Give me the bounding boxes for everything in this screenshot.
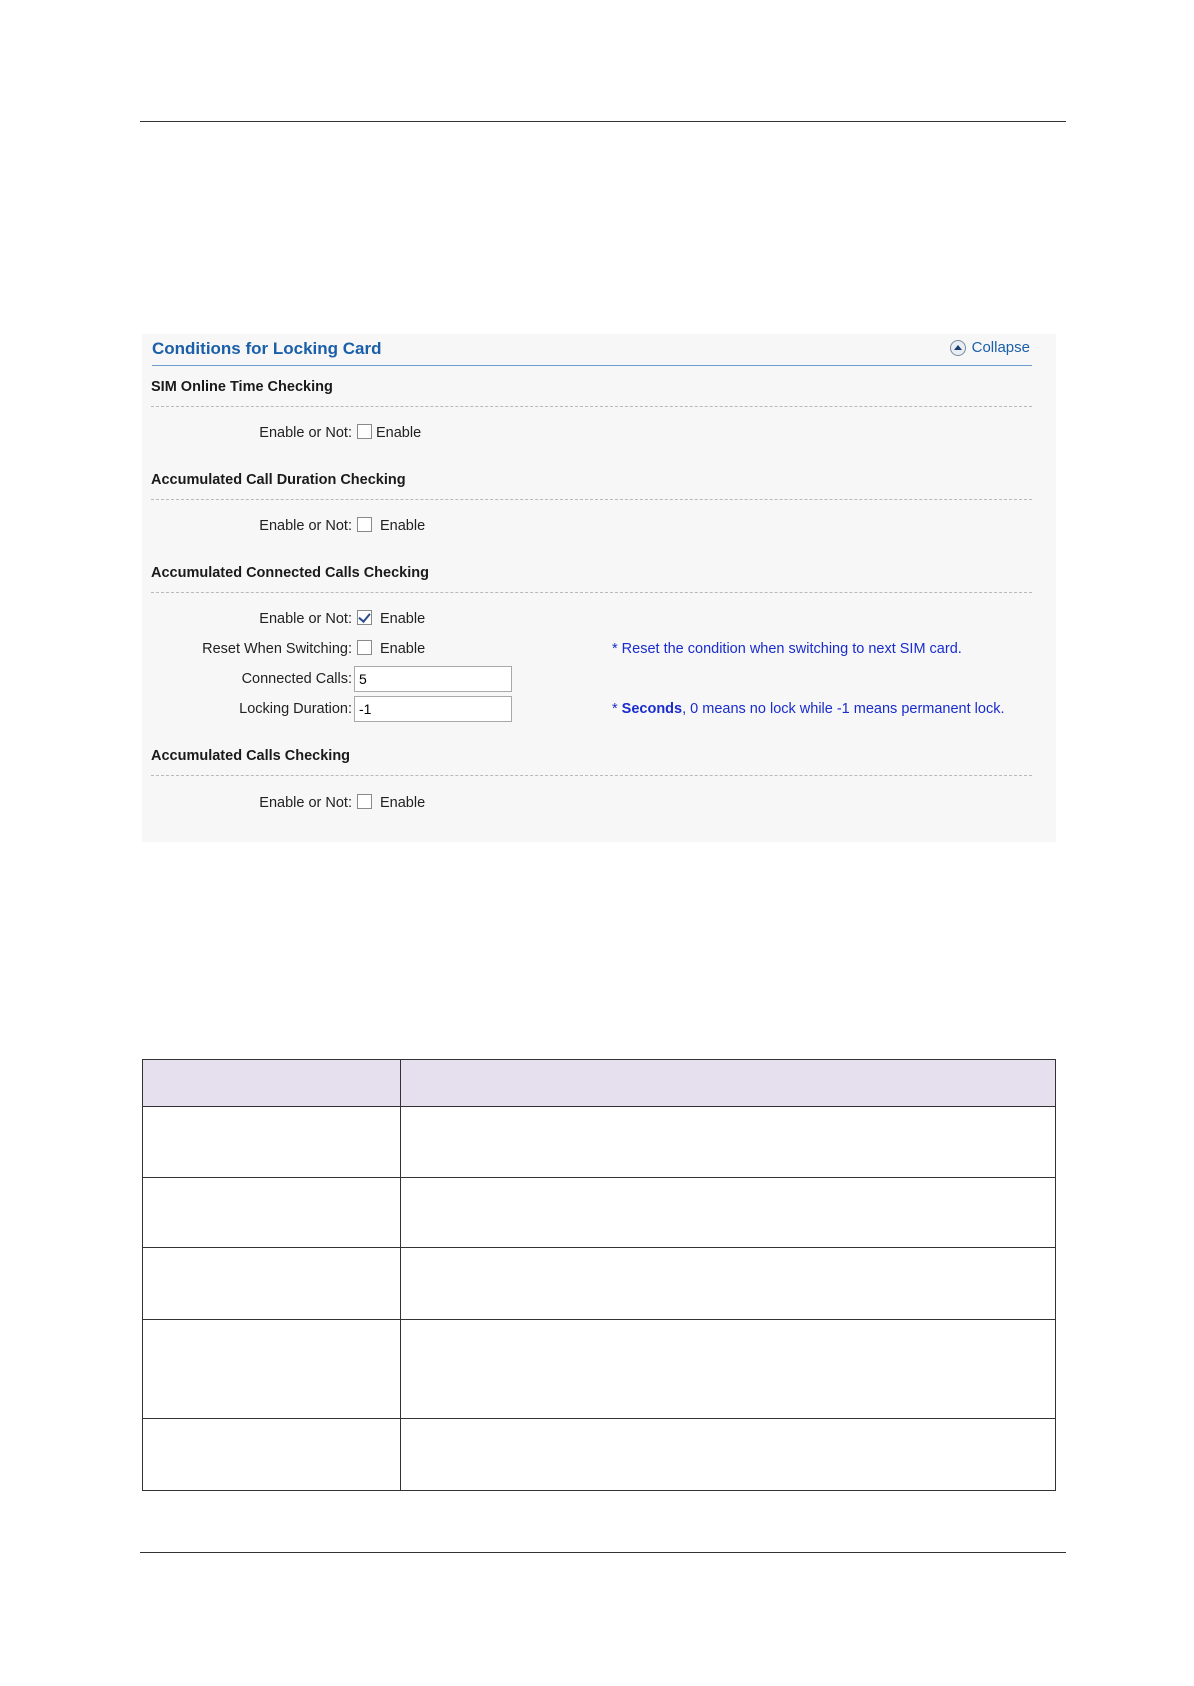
section-title: Accumulated Calls Checking: [151, 748, 351, 764]
section-divider: [151, 499, 1032, 500]
row-enable-call-duration: [142, 515, 1056, 539]
section-title: Accumulated Connected Calls Checking: [151, 565, 429, 581]
section-title: SIM Online Time Checking: [151, 379, 333, 395]
row-enable-accumulated-calls: [142, 792, 1056, 816]
section-divider: [151, 775, 1032, 776]
title-divider: [152, 365, 1032, 366]
section-title: Accumulated Call Duration Checking: [151, 472, 406, 488]
enable-checkbox[interactable]: [357, 610, 372, 625]
section-divider: [151, 592, 1032, 593]
field-label: Enable or Not:: [259, 611, 352, 627]
table-cell: [143, 1419, 401, 1491]
checkbox-label[interactable]: Enable: [380, 611, 426, 627]
table-row: [143, 1178, 1056, 1248]
row-enable-connected-calls: [142, 608, 1056, 632]
row-locking-duration: [142, 698, 1056, 722]
checkbox-label[interactable]: Enable: [380, 518, 426, 534]
collapse-label: Collapse: [971, 339, 1030, 356]
table-cell: [143, 1178, 401, 1248]
table-cell: [401, 1107, 1056, 1178]
field-label: Enable or Not:: [259, 425, 352, 441]
row-connected-calls: [142, 668, 1056, 692]
enable-checkbox[interactable]: [357, 517, 372, 532]
checkbox-label[interactable]: Enable: [380, 641, 426, 657]
table-cell: [143, 1320, 401, 1419]
table-cell: [143, 1248, 401, 1320]
checkbox-label[interactable]: Enable: [380, 795, 426, 811]
field-label: Reset When Switching:: [202, 641, 352, 657]
reset-checkbox[interactable]: [357, 640, 372, 655]
duration-note-prefix: *: [612, 701, 622, 717]
row-reset-when-switching: [142, 638, 1056, 662]
table-row: [143, 1419, 1056, 1491]
parameter-description-table: [142, 1059, 1056, 1491]
table-cell: [401, 1248, 1056, 1320]
table-row: [143, 1107, 1056, 1178]
enable-checkbox[interactable]: [357, 424, 372, 439]
table-header-row: [143, 1060, 1056, 1107]
page-header-rule: [140, 121, 1066, 122]
table-cell: [143, 1107, 401, 1178]
field-label: Enable or Not:: [259, 795, 352, 811]
page-footer-rule: [140, 1552, 1066, 1553]
table-cell: [401, 1320, 1056, 1419]
locking-conditions-panel: [142, 334, 1056, 842]
collapse-icon: [950, 340, 966, 356]
panel-title: Conditions for Locking Card: [152, 339, 382, 358]
connected-calls-input[interactable]: [354, 666, 512, 692]
enable-checkbox[interactable]: [357, 794, 372, 809]
duration-note-text: , 0 means no lock while -1 means permanent lock.: [682, 701, 1005, 717]
table-cell: [401, 1178, 1056, 1248]
field-label: Locking Duration:: [239, 701, 352, 717]
checkbox-label[interactable]: Enable: [376, 425, 422, 441]
table-header-cell: [401, 1060, 1056, 1107]
table-header-cell: [143, 1060, 401, 1107]
field-label: Connected Calls:: [241, 671, 352, 687]
row-enable-sim-online: [142, 422, 1056, 446]
locking-duration-input[interactable]: [354, 696, 512, 722]
field-label: Enable or Not:: [259, 518, 352, 534]
table-row: [143, 1248, 1056, 1320]
collapse-button[interactable]: [950, 339, 1030, 356]
duration-note: [612, 701, 1005, 717]
duration-note-unit: Seconds: [621, 701, 683, 717]
table-row: [143, 1320, 1056, 1419]
reset-note: * Reset the condition when switching to next SIM card.: [612, 641, 962, 657]
table-cell: [401, 1419, 1056, 1491]
section-divider: [151, 406, 1032, 407]
